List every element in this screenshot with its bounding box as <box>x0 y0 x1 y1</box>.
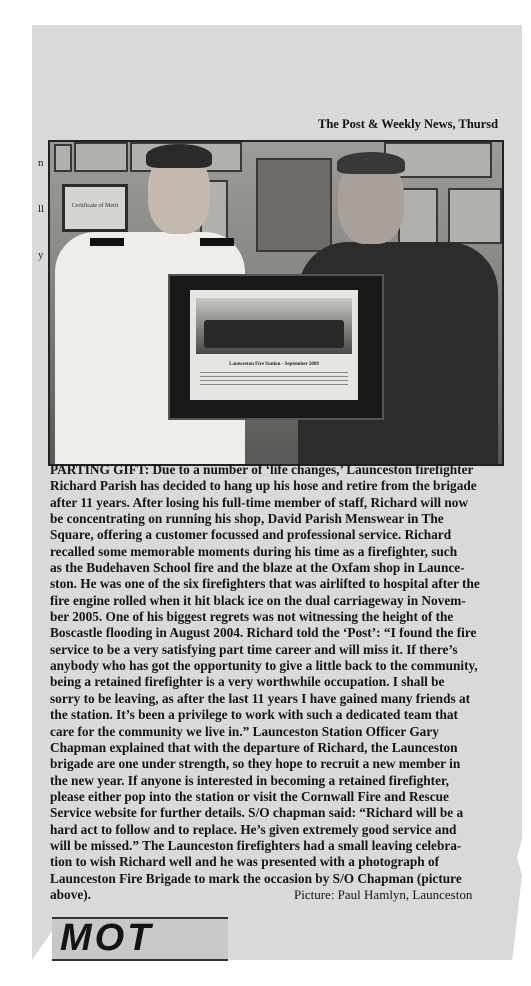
news-photo <box>48 140 504 466</box>
article-body <box>50 462 502 903</box>
photo-credit: Picture: Paul Hamlyn, Launceston <box>294 887 473 902</box>
article-line: above). <box>50 886 91 902</box>
article-line: Service website for further details. S/O chapman said: “Richard will be a <box>50 805 464 821</box>
article-line: fire engine rolled when it hit black ice on the dual carriageway in Novem- <box>50 592 466 608</box>
article-line: Richard Parish has decided to hang up his hose and retire from the brigade <box>50 478 477 494</box>
adjacent-column-fragment <box>38 140 48 440</box>
photograph-smallprint <box>200 372 348 386</box>
epaulette <box>90 238 124 246</box>
article-line: Launceston Fire Brigade to mark the occasion by S/O Chapman (picture <box>50 870 462 886</box>
article-line: hard act to follow and to replace. He’s given extremely good service and <box>50 821 457 837</box>
article-line: service to be a very satisfying part time career and will miss it. If there’s <box>50 641 458 657</box>
article-line: Square, offering a customer focussed and professional service. Richard <box>50 527 452 543</box>
wall-frame <box>448 188 502 244</box>
article-line: please either pop into the station or visit the Cornwall Fire and Rescue <box>50 788 449 804</box>
article-line: after 11 years. After losing his full-time member of staff, Richard will now <box>50 494 469 510</box>
article-line: anybody who has got the opportunity to give a little back to the community, <box>50 658 478 674</box>
article-line: recalled some memorable moments during his time as a firefighter, such <box>50 543 458 559</box>
article-line: tion to wish Richard well and he was presented with a photograph of <box>50 854 440 870</box>
next-article-banner <box>52 917 228 961</box>
wall-frame <box>74 142 128 172</box>
article-line: the station. It’s been a privilege to work with such a dedicated team that <box>50 707 458 723</box>
newspaper-masthead: The Post & Weekly News, Thursd <box>318 117 499 131</box>
fragment-letter: y <box>38 249 44 261</box>
wall-frame <box>256 158 332 252</box>
certificate-frame <box>62 184 128 232</box>
article-line: Boscastle flooding in August 2004. Richard told the ‘Post’: “I found the fire <box>50 625 477 641</box>
firefighter-hair <box>146 144 212 168</box>
article-line: be concentrating on running his shop, David Parish Menswear in The <box>50 511 444 527</box>
fragment-letter: n <box>38 157 44 169</box>
article-line: ber 2005. One of his biggest regrets was not witnessing the height of the <box>50 609 454 625</box>
photograph-mat <box>190 290 358 400</box>
article-line: the new year. If anyone is interested in becoming a retained firefighter, <box>50 772 449 788</box>
presented-photograph-frame <box>168 274 384 420</box>
article-line: will be missed.” The Launceston firefighters had a small leaving celebra- <box>50 837 462 853</box>
fire-engine <box>204 320 344 348</box>
article-line: being a retained firefighter is a very worthwhile occupation. I shall be <box>50 674 445 690</box>
epaulette <box>200 238 234 246</box>
certificate-title: Certificate of Merit <box>71 203 119 209</box>
banner-heading: MOT <box>60 917 154 959</box>
article-line: as the Budehaven School fire and the blaze at the Oxfam shop in Launce- <box>50 560 465 576</box>
article-line: Chapman explained that with the departure of Richard, the Launceston <box>50 739 458 755</box>
officer-hair <box>337 152 405 174</box>
article-line: care for the community we live in.” Launceston Station Officer Gary <box>50 723 439 739</box>
article-line: PARTING GIFT: Due to a number of ‘life changes,’ Launceston firefighter <box>50 462 474 477</box>
article-line: brigade are one under strength, so they hope to recruit a new member in <box>50 756 461 772</box>
article-line: sorry to be leaving, as after the last 11 years I have gained many friends at <box>50 690 471 706</box>
fire-brigade-photo <box>196 298 352 354</box>
wall-frame <box>54 144 72 172</box>
article-line: ston. He was one of the six firefighters that was airlifted to hospital after the <box>50 576 480 592</box>
wall-frame <box>398 188 438 246</box>
photograph-caption: Launceston Fire Station - September 2009 <box>229 362 319 367</box>
fragment-letter: ll <box>38 203 45 215</box>
